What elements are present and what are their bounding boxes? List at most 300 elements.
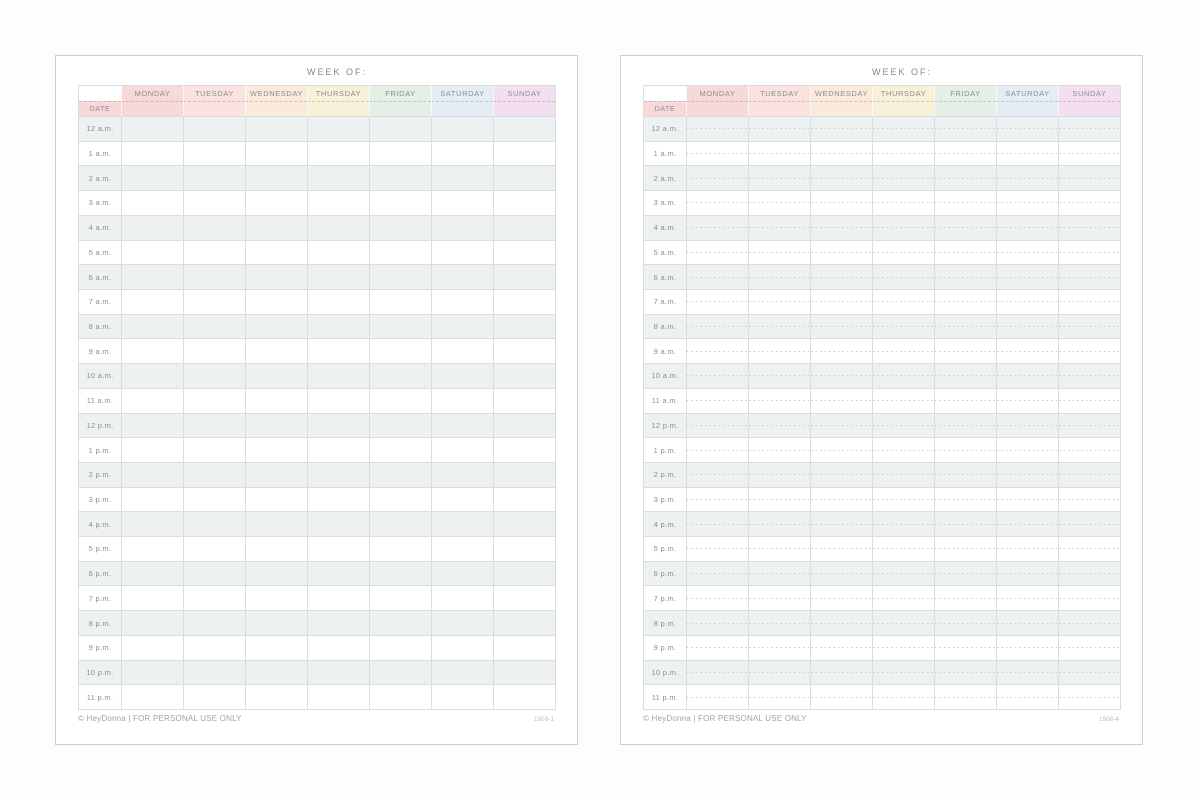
slot-cell-sunday (1058, 487, 1120, 512)
time-cell: 6 a.m. (644, 264, 686, 289)
time-cell: 6 p.m. (644, 561, 686, 586)
slot-cell-thursday (872, 190, 934, 215)
slot-cell-monday (121, 610, 183, 635)
slot-cell-wednesday (810, 165, 872, 190)
slot-cell-tuesday (748, 215, 810, 240)
slot-cell-saturday (996, 240, 1058, 265)
slot-cell-sunday (493, 536, 555, 561)
slot-cell-sunday (1058, 388, 1120, 413)
slot-cell-saturday (431, 684, 493, 709)
slot-cell-sunday (493, 635, 555, 660)
time-cell: 8 p.m. (644, 610, 686, 635)
slot-cell-monday (121, 116, 183, 141)
copyright-text: © HeyDonna | FOR PERSONAL USE ONLY (78, 714, 242, 723)
time-cell: 9 a.m. (644, 338, 686, 363)
time-cell: 7 a.m. (79, 289, 121, 314)
slot-cell-monday (121, 536, 183, 561)
slot-cell-saturday (996, 141, 1058, 166)
slot-cell-saturday (996, 215, 1058, 240)
slot-cell-monday (686, 684, 748, 709)
day-header-tuesday: TUESDAY (748, 86, 810, 101)
date-cell-monday (686, 101, 748, 116)
slot-cell-tuesday (183, 487, 245, 512)
slot-cell-wednesday (810, 585, 872, 610)
time-cell: 12 p.m. (79, 413, 121, 438)
slot-cell-saturday (431, 314, 493, 339)
slot-cell-monday (121, 338, 183, 363)
time-cell: 4 a.m. (644, 215, 686, 240)
slot-cell-tuesday (183, 141, 245, 166)
page-code: 1908-1 (534, 717, 554, 723)
slot-cell-tuesday (183, 610, 245, 635)
slot-cell-saturday (431, 585, 493, 610)
slot-cell-wednesday (245, 165, 307, 190)
time-cell: 6 a.m. (79, 264, 121, 289)
slot-cell-monday (686, 536, 748, 561)
slot-cell-friday (369, 190, 431, 215)
slot-cell-sunday (1058, 264, 1120, 289)
slot-cell-thursday (307, 635, 369, 660)
time-cell: 8 a.m. (79, 314, 121, 339)
slot-cell-tuesday (183, 462, 245, 487)
slot-cell-friday (934, 215, 996, 240)
slot-cell-sunday (1058, 511, 1120, 536)
time-cell: 12 p.m. (644, 413, 686, 438)
slot-cell-monday (121, 635, 183, 660)
slot-cell-monday (121, 215, 183, 240)
slot-cell-tuesday (183, 413, 245, 438)
slot-cell-sunday (493, 684, 555, 709)
date-cell-monday (121, 101, 183, 116)
slot-cell-sunday (1058, 141, 1120, 166)
slot-cell-tuesday (183, 511, 245, 536)
slot-cell-friday (369, 660, 431, 685)
slot-cell-friday (369, 388, 431, 413)
slot-cell-monday (686, 462, 748, 487)
slot-cell-tuesday (748, 462, 810, 487)
slot-cell-wednesday (810, 363, 872, 388)
slot-cell-saturday (996, 511, 1058, 536)
slot-cell-tuesday (183, 215, 245, 240)
slot-cell-friday (934, 660, 996, 685)
weekly-schedule-table-lined (643, 85, 1121, 710)
slot-cell-wednesday (245, 660, 307, 685)
slot-cell-friday (369, 116, 431, 141)
slot-cell-wednesday (810, 684, 872, 709)
page-code: 1908-4 (1099, 717, 1119, 723)
slot-cell-wednesday (245, 289, 307, 314)
slot-cell-thursday (872, 165, 934, 190)
slot-cell-tuesday (183, 289, 245, 314)
slot-cell-friday (934, 240, 996, 265)
slot-cell-friday (934, 363, 996, 388)
slot-cell-thursday (872, 240, 934, 265)
date-cell-friday (934, 101, 996, 116)
slot-cell-sunday (1058, 190, 1120, 215)
day-header-thursday: THURSDAY (307, 86, 369, 101)
slot-cell-tuesday (748, 437, 810, 462)
slot-cell-friday (934, 413, 996, 438)
time-cell: 5 a.m. (644, 240, 686, 265)
slot-cell-sunday (1058, 610, 1120, 635)
time-cell: 11 p.m. (79, 684, 121, 709)
date-cell-tuesday (748, 101, 810, 116)
slot-cell-wednesday (245, 561, 307, 586)
slot-cell-saturday (431, 165, 493, 190)
date-cell-thursday (307, 101, 369, 116)
slot-cell-monday (121, 240, 183, 265)
slot-cell-wednesday (245, 487, 307, 512)
time-cell: 3 p.m. (644, 487, 686, 512)
slot-cell-wednesday (810, 116, 872, 141)
slot-cell-thursday (307, 116, 369, 141)
slot-cell-friday (369, 215, 431, 240)
slot-cell-sunday (493, 215, 555, 240)
slot-cell-friday (369, 413, 431, 438)
slot-cell-tuesday (183, 684, 245, 709)
slot-cell-friday (934, 264, 996, 289)
slot-cell-sunday (1058, 116, 1120, 141)
slot-cell-friday (369, 264, 431, 289)
slot-cell-monday (686, 190, 748, 215)
day-header-wednesday: WEDNESDAY (245, 86, 307, 101)
slot-cell-friday (934, 536, 996, 561)
slot-cell-wednesday (245, 338, 307, 363)
slot-cell-tuesday (183, 437, 245, 462)
slot-cell-monday (121, 585, 183, 610)
time-cell: 9 a.m. (79, 338, 121, 363)
slot-cell-saturday (431, 116, 493, 141)
slot-cell-tuesday (183, 240, 245, 265)
slot-cell-thursday (872, 116, 934, 141)
slot-cell-wednesday (245, 388, 307, 413)
slot-cell-sunday (1058, 660, 1120, 685)
slot-cell-saturday (431, 610, 493, 635)
page-footer (643, 714, 1119, 726)
day-header-sunday: SUNDAY (493, 86, 555, 101)
slot-cell-monday (686, 561, 748, 586)
slot-cell-thursday (307, 190, 369, 215)
slot-cell-thursday (307, 413, 369, 438)
slot-cell-tuesday (748, 388, 810, 413)
time-cell: 11 a.m. (79, 388, 121, 413)
slot-cell-tuesday (183, 338, 245, 363)
slot-cell-wednesday (810, 487, 872, 512)
slot-cell-tuesday (748, 684, 810, 709)
slot-cell-sunday (1058, 684, 1120, 709)
slot-cell-thursday (307, 363, 369, 388)
slot-cell-wednesday (810, 660, 872, 685)
slot-cell-tuesday (748, 338, 810, 363)
slot-cell-sunday (493, 363, 555, 388)
day-header-wednesday: WEDNESDAY (810, 86, 872, 101)
slot-cell-thursday (307, 264, 369, 289)
date-label: DATE (79, 101, 121, 116)
slot-cell-wednesday (810, 561, 872, 586)
slot-cell-thursday (872, 536, 934, 561)
slot-cell-wednesday (245, 264, 307, 289)
slot-cell-thursday (872, 561, 934, 586)
slot-cell-friday (934, 511, 996, 536)
slot-cell-wednesday (810, 462, 872, 487)
day-header-friday: FRIDAY (934, 86, 996, 101)
slot-cell-wednesday (245, 413, 307, 438)
slot-cell-tuesday (748, 289, 810, 314)
slot-cell-thursday (307, 165, 369, 190)
slot-cell-thursday (872, 141, 934, 166)
time-cell: 1 p.m. (644, 437, 686, 462)
slot-cell-saturday (996, 363, 1058, 388)
slot-cell-sunday (493, 190, 555, 215)
slot-cell-wednesday (810, 190, 872, 215)
time-cell: 12 a.m. (644, 116, 686, 141)
corner-cell (79, 86, 121, 101)
slot-cell-tuesday (748, 511, 810, 536)
slot-cell-thursday (872, 388, 934, 413)
slot-cell-monday (686, 264, 748, 289)
slot-cell-tuesday (183, 660, 245, 685)
slot-cell-thursday (307, 660, 369, 685)
slot-cell-tuesday (748, 240, 810, 265)
time-cell: 2 p.m. (79, 462, 121, 487)
slot-cell-saturday (996, 264, 1058, 289)
slot-cell-monday (686, 437, 748, 462)
slot-cell-friday (934, 289, 996, 314)
slot-cell-friday (369, 338, 431, 363)
slot-cell-monday (686, 215, 748, 240)
slot-cell-monday (686, 116, 748, 141)
slot-cell-thursday (307, 314, 369, 339)
slot-cell-friday (934, 487, 996, 512)
slot-cell-friday (934, 635, 996, 660)
slot-cell-friday (369, 487, 431, 512)
slot-cell-monday (686, 388, 748, 413)
slot-cell-wednesday (245, 363, 307, 388)
slot-cell-sunday (1058, 462, 1120, 487)
slot-cell-monday (121, 314, 183, 339)
slot-cell-wednesday (245, 314, 307, 339)
slot-cell-saturday (996, 585, 1058, 610)
slot-cell-saturday (996, 462, 1058, 487)
slot-cell-saturday (431, 462, 493, 487)
slot-cell-wednesday (810, 610, 872, 635)
slot-cell-monday (121, 141, 183, 166)
slot-cell-wednesday (245, 684, 307, 709)
time-cell: 9 p.m. (79, 635, 121, 660)
slot-cell-saturday (996, 190, 1058, 215)
time-cell: 3 a.m. (79, 190, 121, 215)
slot-cell-saturday (996, 413, 1058, 438)
time-cell: 2 a.m. (644, 165, 686, 190)
slot-cell-thursday (307, 511, 369, 536)
slot-cell-thursday (872, 413, 934, 438)
slot-cell-saturday (431, 511, 493, 536)
slot-cell-monday (686, 363, 748, 388)
slot-cell-thursday (872, 585, 934, 610)
slot-cell-monday (686, 660, 748, 685)
slot-cell-tuesday (748, 487, 810, 512)
time-cell: 1 a.m. (644, 141, 686, 166)
slot-cell-saturday (996, 610, 1058, 635)
slot-cell-tuesday (748, 141, 810, 166)
slot-cell-tuesday (748, 314, 810, 339)
slot-cell-monday (121, 289, 183, 314)
planner-page-grid (55, 55, 578, 745)
slot-cell-wednesday (245, 635, 307, 660)
slot-cell-monday (686, 511, 748, 536)
slot-cell-sunday (1058, 536, 1120, 561)
slot-cell-saturday (996, 660, 1058, 685)
slot-cell-sunday (493, 141, 555, 166)
slot-cell-friday (369, 240, 431, 265)
slot-cell-monday (686, 585, 748, 610)
time-cell: 10 a.m. (644, 363, 686, 388)
slot-cell-sunday (493, 165, 555, 190)
date-cell-sunday (493, 101, 555, 116)
slot-cell-saturday (431, 635, 493, 660)
slot-cell-sunday (493, 437, 555, 462)
slot-cell-saturday (431, 487, 493, 512)
slot-cell-thursday (872, 264, 934, 289)
slot-cell-monday (686, 413, 748, 438)
slot-cell-wednesday (245, 610, 307, 635)
slot-cell-thursday (872, 215, 934, 240)
time-cell: 5 a.m. (79, 240, 121, 265)
date-cell-saturday (996, 101, 1058, 116)
slot-cell-monday (121, 684, 183, 709)
slot-cell-wednesday (810, 437, 872, 462)
slot-cell-thursday (307, 684, 369, 709)
slot-cell-friday (934, 462, 996, 487)
date-cell-wednesday (245, 101, 307, 116)
slot-cell-sunday (493, 289, 555, 314)
slot-cell-monday (121, 388, 183, 413)
slot-cell-tuesday (748, 561, 810, 586)
slot-cell-thursday (872, 437, 934, 462)
slot-cell-thursday (307, 487, 369, 512)
slot-cell-friday (369, 536, 431, 561)
slot-cell-thursday (307, 585, 369, 610)
slot-cell-friday (369, 165, 431, 190)
time-cell: 11 p.m. (644, 684, 686, 709)
slot-cell-tuesday (183, 585, 245, 610)
slot-cell-thursday (872, 338, 934, 363)
slot-cell-saturday (431, 437, 493, 462)
slot-cell-sunday (1058, 363, 1120, 388)
slot-cell-saturday (431, 363, 493, 388)
slot-cell-wednesday (245, 190, 307, 215)
slot-cell-monday (121, 190, 183, 215)
slot-cell-friday (369, 141, 431, 166)
slot-cell-monday (121, 264, 183, 289)
slot-cell-saturday (431, 141, 493, 166)
slot-cell-tuesday (183, 190, 245, 215)
day-header-sunday: SUNDAY (1058, 86, 1120, 101)
slot-cell-sunday (493, 511, 555, 536)
slot-cell-tuesday (183, 536, 245, 561)
slot-cell-saturday (996, 536, 1058, 561)
slot-cell-wednesday (810, 314, 872, 339)
slot-cell-tuesday (748, 190, 810, 215)
slot-cell-wednesday (810, 635, 872, 660)
slot-cell-sunday (493, 338, 555, 363)
slot-cell-tuesday (748, 116, 810, 141)
slot-cell-saturday (996, 165, 1058, 190)
slot-cell-friday (934, 190, 996, 215)
slot-cell-thursday (307, 462, 369, 487)
slot-cell-wednesday (810, 264, 872, 289)
slot-cell-sunday (493, 240, 555, 265)
slot-cell-thursday (872, 487, 934, 512)
slot-cell-tuesday (748, 585, 810, 610)
slot-cell-wednesday (245, 462, 307, 487)
slot-cell-wednesday (245, 585, 307, 610)
slot-cell-saturday (431, 536, 493, 561)
slot-cell-sunday (493, 462, 555, 487)
slot-cell-wednesday (810, 289, 872, 314)
time-cell: 10 p.m. (79, 660, 121, 685)
page-title: WEEK OF: (871, 67, 932, 77)
slot-cell-friday (934, 388, 996, 413)
date-cell-wednesday (810, 101, 872, 116)
slot-cell-monday (121, 165, 183, 190)
slot-cell-friday (369, 314, 431, 339)
slot-cell-friday (934, 684, 996, 709)
day-header-saturday: SATURDAY (996, 86, 1058, 101)
day-header-thursday: THURSDAY (872, 86, 934, 101)
slot-cell-sunday (1058, 338, 1120, 363)
slot-cell-thursday (872, 610, 934, 635)
slot-cell-saturday (996, 116, 1058, 141)
slot-cell-tuesday (183, 561, 245, 586)
slot-cell-wednesday (810, 240, 872, 265)
slot-cell-saturday (996, 314, 1058, 339)
time-cell: 8 p.m. (79, 610, 121, 635)
slot-cell-thursday (307, 610, 369, 635)
slot-cell-tuesday (748, 413, 810, 438)
slot-cell-monday (121, 660, 183, 685)
date-cell-saturday (431, 101, 493, 116)
slot-cell-friday (934, 610, 996, 635)
slot-cell-tuesday (183, 635, 245, 660)
slot-cell-friday (934, 585, 996, 610)
time-cell: 3 a.m. (644, 190, 686, 215)
time-cell: 4 a.m. (79, 215, 121, 240)
slot-cell-thursday (307, 536, 369, 561)
slot-cell-friday (369, 585, 431, 610)
page-title: WEEK OF: (306, 67, 367, 77)
slot-cell-monday (121, 487, 183, 512)
slot-cell-friday (369, 437, 431, 462)
slot-cell-thursday (872, 462, 934, 487)
slot-cell-friday (934, 338, 996, 363)
slot-cell-sunday (493, 116, 555, 141)
slot-cell-sunday (493, 585, 555, 610)
date-cell-sunday (1058, 101, 1120, 116)
slot-cell-sunday (493, 413, 555, 438)
slot-cell-monday (121, 462, 183, 487)
slot-cell-thursday (307, 215, 369, 240)
slot-cell-friday (934, 314, 996, 339)
slot-cell-wednesday (810, 388, 872, 413)
slot-cell-sunday (1058, 635, 1120, 660)
slot-cell-tuesday (748, 363, 810, 388)
slot-cell-thursday (307, 437, 369, 462)
slot-cell-monday (686, 635, 748, 660)
slot-cell-saturday (431, 215, 493, 240)
slot-cell-friday (369, 635, 431, 660)
slot-cell-thursday (872, 684, 934, 709)
